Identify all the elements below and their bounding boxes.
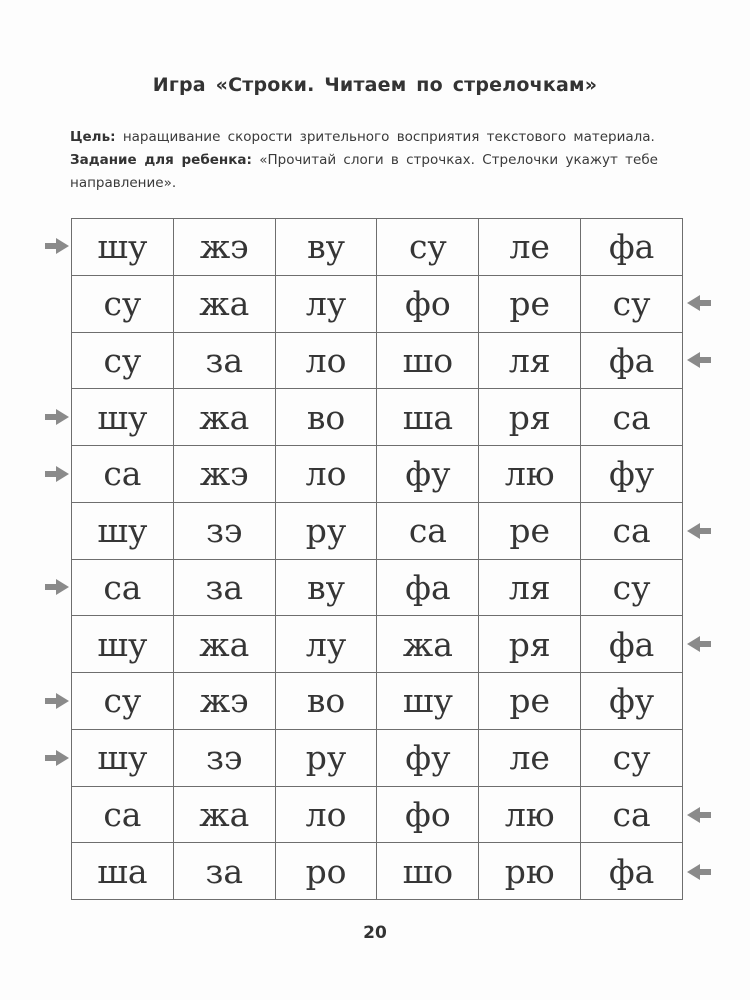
page-number: 20 [363, 923, 387, 943]
syllable-cell: ву [275, 559, 377, 616]
syllable-cell: жа [173, 389, 275, 446]
grid-row [72, 446, 683, 503]
syllable-cell: ре [479, 673, 581, 730]
syllable-cell: су [581, 559, 683, 616]
syllable-cell: за [173, 843, 275, 900]
syllable-cell: лю [479, 446, 581, 503]
grid-row [72, 786, 683, 843]
syllable-cell: жа [173, 786, 275, 843]
syllable-cell: са [72, 559, 174, 616]
syllable-cell: са [377, 502, 479, 559]
grid-row [72, 559, 683, 616]
syllable-cell: шо [377, 332, 479, 389]
syllable-cell: фа [377, 559, 479, 616]
syllable-cell: шу [72, 729, 174, 786]
syllable-cell: ло [275, 332, 377, 389]
syllable-cell: фу [377, 446, 479, 503]
syllable-cell: рю [479, 843, 581, 900]
syllable-cell: са [581, 502, 683, 559]
syllable-cell: жа [173, 616, 275, 673]
syllable-cell: ре [479, 502, 581, 559]
syllable-cell: ля [479, 559, 581, 616]
syllable-cell: су [72, 673, 174, 730]
goal-text: наращивание скорости зрительного восприятия текстового материала. [122, 129, 655, 145]
syllable-cell: су [581, 729, 683, 786]
syllable-cell: зэ [173, 729, 275, 786]
syllable-cell: лу [275, 616, 377, 673]
syllable-cell: ша [377, 389, 479, 446]
left-arrow-icon [686, 805, 712, 825]
syllable-cell: жа [173, 275, 275, 332]
grid-row [72, 275, 683, 332]
syllable-cell: ру [275, 729, 377, 786]
syllable-cell: фа [581, 332, 683, 389]
syllable-cell: фа [581, 843, 683, 900]
grid-row [72, 332, 683, 389]
grid-row [72, 673, 683, 730]
syllable-cell: шу [72, 219, 174, 276]
syllable-cell: шу [72, 389, 174, 446]
grid-row [72, 389, 683, 446]
syllable-cell: ло [275, 446, 377, 503]
grid-row [72, 616, 683, 673]
task-text: «Прочитай слоги в строчках. Стрелочки укажут тебе направление». [70, 152, 658, 191]
right-arrow-icon [44, 236, 70, 256]
syllable-cell: ля [479, 332, 581, 389]
syllable-cell: жа [377, 616, 479, 673]
task-label: Задание для ребенка: [70, 152, 252, 168]
syllable-cell: за [173, 559, 275, 616]
syllable-cell: лю [479, 786, 581, 843]
syllable-cell: ша [72, 843, 174, 900]
right-arrow-icon [44, 407, 70, 427]
syllable-cell: за [173, 332, 275, 389]
left-arrow-icon [686, 293, 712, 313]
syllable-cell: фо [377, 786, 479, 843]
right-arrow-icon [44, 464, 70, 484]
syllable-cell: ле [479, 729, 581, 786]
grid-row [72, 502, 683, 559]
syllable-cell: са [72, 786, 174, 843]
syllable-cell: жэ [173, 673, 275, 730]
syllable-cell: ву [275, 219, 377, 276]
syllable-grid [71, 218, 683, 900]
syllable-cell: су [581, 275, 683, 332]
grid-row [72, 729, 683, 786]
syllable-cell: ро [275, 843, 377, 900]
syllable-cell: ря [479, 616, 581, 673]
syllable-cell: ре [479, 275, 581, 332]
left-arrow-icon [686, 862, 712, 882]
right-arrow-icon [44, 748, 70, 768]
syllable-cell: ря [479, 389, 581, 446]
syllable-cell: шу [72, 616, 174, 673]
syllable-cell: су [72, 275, 174, 332]
left-arrow-icon [686, 350, 712, 370]
syllable-cell: су [377, 219, 479, 276]
syllable-cell: са [581, 786, 683, 843]
task-line [70, 149, 690, 195]
syllable-cell: фу [581, 673, 683, 730]
syllable-cell: фу [581, 446, 683, 503]
syllable-cell: во [275, 673, 377, 730]
left-arrow-icon [686, 634, 712, 654]
left-arrow-icon [686, 521, 712, 541]
grid-row [72, 843, 683, 900]
syllable-cell: зэ [173, 502, 275, 559]
syllable-cell: ло [275, 786, 377, 843]
syllable-cell: жэ [173, 219, 275, 276]
grid-row [72, 219, 683, 276]
syllable-cell: фо [377, 275, 479, 332]
syllable-cell: са [72, 446, 174, 503]
goal-label: Цель: [70, 129, 116, 145]
syllable-cell: са [581, 389, 683, 446]
instructions [70, 126, 690, 195]
page-title: Игра «Строки. Читаем по стрелочкам» [152, 74, 598, 96]
syllable-cell: фу [377, 729, 479, 786]
syllable-cell: во [275, 389, 377, 446]
syllable-cell: ру [275, 502, 377, 559]
syllable-cell: жэ [173, 446, 275, 503]
syllable-cell: шу [72, 502, 174, 559]
syllable-cell: лу [275, 275, 377, 332]
goal-line [70, 126, 690, 149]
syllable-cell: ле [479, 219, 581, 276]
syllable-cell: шо [377, 843, 479, 900]
syllable-cell: шу [377, 673, 479, 730]
right-arrow-icon [44, 691, 70, 711]
syllable-cell: су [72, 332, 174, 389]
right-arrow-icon [44, 577, 70, 597]
syllable-cell: фа [581, 219, 683, 276]
syllable-cell: фа [581, 616, 683, 673]
